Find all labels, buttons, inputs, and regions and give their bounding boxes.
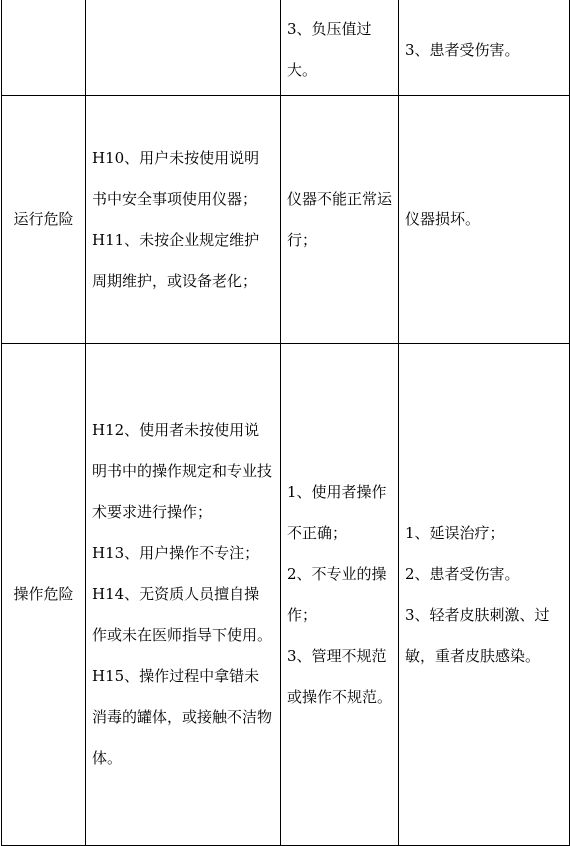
risk-analysis-table: [1, 0, 570, 846]
cause-text: 仪器不能正常运行；: [287, 189, 393, 249]
category-cell: [2, 344, 86, 846]
hazard-text: H10、用户未按使用说明书中安全事项使用仪器；: [92, 148, 260, 208]
hazard-cell: [86, 344, 281, 846]
consequence-text: 3、患者受伤害。: [405, 40, 520, 59]
hazard-text: H14、无资质人员擅自操作或未在医师指导下使用。: [92, 585, 273, 644]
category-cell: [2, 96, 86, 344]
hazard-cell: [86, 0, 281, 96]
hazard-text: H12、使用者未按使用说明书中的操作规定和专业技术要求进行操作；: [92, 421, 273, 521]
cause-cell: [281, 96, 399, 344]
consequence-cell: [399, 96, 570, 344]
table-row: [2, 96, 570, 344]
cause-text: 3、负压值过大。: [287, 20, 372, 79]
cause-cell: [281, 344, 399, 846]
table-row: [2, 0, 570, 96]
consequence-text: 3、轻者皮肤刺激、过敏，重者皮肤感染。: [405, 605, 550, 665]
category-label: 操作危险: [13, 585, 74, 603]
cause-cell: [281, 0, 399, 96]
hazard-text: H11、未按企业规定维护周期维护，或设备老化；: [92, 230, 260, 290]
consequence-text: 2、患者受伤害。: [405, 564, 520, 583]
consequence-text: 仪器损坏。: [405, 210, 481, 228]
category-cell: [2, 0, 86, 96]
consequence-text: 1、延误治疗；: [405, 523, 505, 542]
table-row: [2, 344, 570, 846]
consequence-cell: [399, 0, 570, 96]
category-label: 运行危险: [13, 210, 74, 228]
consequence-cell: [399, 344, 570, 846]
hazard-text: H13、用户操作不专注；: [92, 544, 260, 562]
cause-text: 2、不专业的操作；: [287, 564, 387, 624]
cause-text: 3、管理不规范或操作不规范。: [287, 646, 393, 706]
cause-text: 1、使用者操作不正确；: [287, 482, 387, 542]
hazard-cell: [86, 96, 281, 344]
hazard-text: H15、操作过程中拿错未消毒的罐体，或接触不洁物体。: [92, 667, 273, 767]
